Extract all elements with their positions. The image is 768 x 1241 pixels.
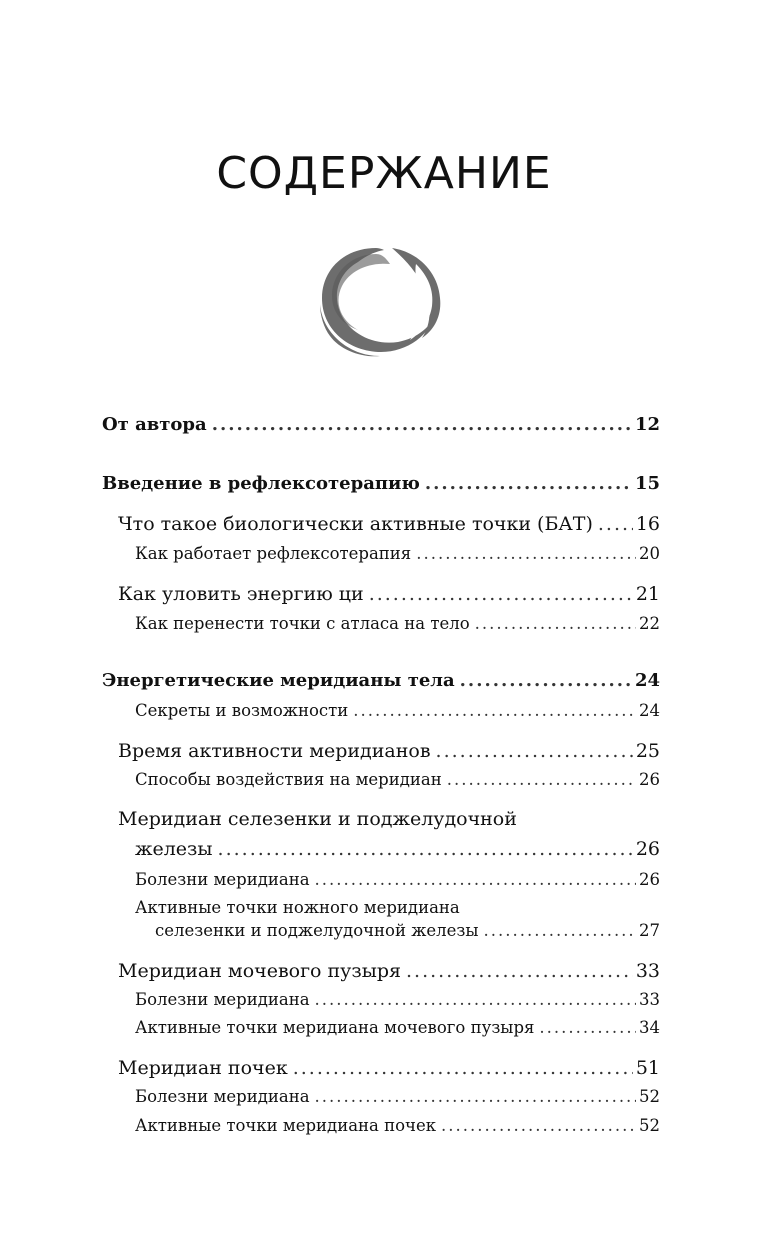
- toc-label: Секреты и возможности: [135, 701, 349, 720]
- toc-label: Время активности меридианов: [118, 740, 431, 762]
- toc-label: Болезни меридиана: [135, 870, 310, 889]
- toc-label: Активные точки меридиана мочевого пузыря: [135, 1018, 535, 1037]
- toc-label: Меридиан мочевого пузыря: [118, 960, 401, 982]
- toc-page-number: 27: [639, 921, 660, 940]
- dot-leader: [425, 473, 632, 495]
- toc-entry-kidney-points[interactable]: [135, 1115, 660, 1137]
- toc-label: железы: [135, 838, 213, 860]
- dot-leader: [315, 989, 636, 1011]
- toc-entry-bladder-meridian[interactable]: [118, 960, 660, 982]
- toc-page-number: 25: [635, 740, 660, 762]
- toc-label: Введение в рефлексотерапию: [102, 473, 420, 494]
- dot-leader: [212, 414, 632, 436]
- dot-leader: [539, 1017, 636, 1039]
- toc-label: Как уловить энергию ци: [118, 583, 364, 605]
- toc-entry-how-works[interactable]: [135, 543, 660, 565]
- swirl-logo-icon: [318, 242, 444, 358]
- toc-entry-bat[interactable]: [118, 513, 660, 535]
- dot-leader: [447, 769, 636, 791]
- toc-entry-intro[interactable]: [102, 473, 660, 495]
- toc-entry-from-author[interactable]: [102, 414, 660, 436]
- toc-page-number: 33: [635, 960, 660, 982]
- toc-page-number: 51: [635, 1057, 660, 1079]
- dot-leader: [475, 613, 636, 635]
- toc-page-number: 21: [635, 583, 660, 605]
- dot-leader: [353, 700, 636, 722]
- dot-leader: [441, 1115, 636, 1137]
- toc-label: Активные точки меридиана почек: [135, 1116, 437, 1135]
- dot-leader: [293, 1057, 633, 1079]
- toc-entry-bladder-diseases[interactable]: [135, 989, 660, 1011]
- dot-leader: [369, 583, 633, 605]
- toc-label: селезенки и поджелудочной железы: [155, 921, 479, 940]
- toc-label: От автора: [102, 414, 207, 435]
- toc-page-number: 16: [635, 513, 660, 535]
- toc-entry-spleen-meridian[interactable]: [135, 838, 660, 860]
- toc-page-number: 26: [635, 838, 660, 860]
- toc-entry-qi[interactable]: [118, 583, 660, 605]
- toc-entry-methods[interactable]: [135, 769, 660, 791]
- toc-entry-bladder-points[interactable]: [135, 1017, 660, 1039]
- toc-label: Болезни меридиана: [135, 1087, 310, 1106]
- toc-page-number: 26: [639, 770, 660, 789]
- toc-page-number: 24: [634, 670, 660, 691]
- dot-leader: [416, 543, 636, 565]
- toc-label: Болезни меридиана: [135, 990, 310, 1009]
- toc-entry-secrets[interactable]: [135, 700, 660, 722]
- toc-label: Энергетические меридианы тела: [102, 670, 455, 691]
- toc-entry-activity-time[interactable]: [118, 740, 660, 762]
- dot-leader: [315, 869, 636, 891]
- page-title: СОДЕРЖАНИЕ: [216, 148, 552, 199]
- toc-page-number: 26: [639, 870, 660, 889]
- toc-label-line: Меридиан селезенки и поджелудочной: [118, 808, 517, 830]
- toc-label-line: Активные точки ножного меридиана: [135, 898, 460, 917]
- dot-leader: [484, 920, 636, 942]
- toc-page-number: 24: [639, 701, 660, 720]
- toc-page-number: 34: [639, 1018, 660, 1037]
- toc-entry-kidney-diseases[interactable]: [135, 1086, 660, 1108]
- toc-page-number: 52: [639, 1116, 660, 1135]
- toc-entry-spleen-points[interactable]: [155, 920, 660, 942]
- toc-entry-meridians[interactable]: [102, 670, 660, 692]
- toc-label: Способы воздействия на меридиан: [135, 770, 442, 789]
- dot-leader: [460, 670, 632, 692]
- dot-leader: [598, 513, 633, 535]
- dot-leader: [406, 960, 633, 982]
- dot-leader: [218, 838, 633, 860]
- dot-leader: [436, 740, 633, 762]
- toc-entry-transfer-points[interactable]: [135, 613, 660, 635]
- toc-entry-kidney-meridian[interactable]: [118, 1057, 660, 1079]
- toc-page-number: 12: [634, 414, 660, 435]
- dot-leader: [315, 1086, 636, 1108]
- toc-label: Меридиан почек: [118, 1057, 288, 1079]
- toc-entry-spleen-diseases[interactable]: [135, 869, 660, 891]
- toc-page-number: 15: [634, 473, 660, 494]
- toc-label: Что такое биологически активные точки (БАТ): [118, 513, 593, 535]
- toc-label: Как перенести точки с атласа на тело: [135, 614, 470, 633]
- toc-page-number: 33: [639, 990, 660, 1009]
- toc-page-number: 52: [639, 1087, 660, 1106]
- toc-page-number: 20: [639, 544, 660, 563]
- toc-page-number: 22: [639, 614, 660, 633]
- toc-label: Как работает рефлексотерапия: [135, 544, 412, 563]
